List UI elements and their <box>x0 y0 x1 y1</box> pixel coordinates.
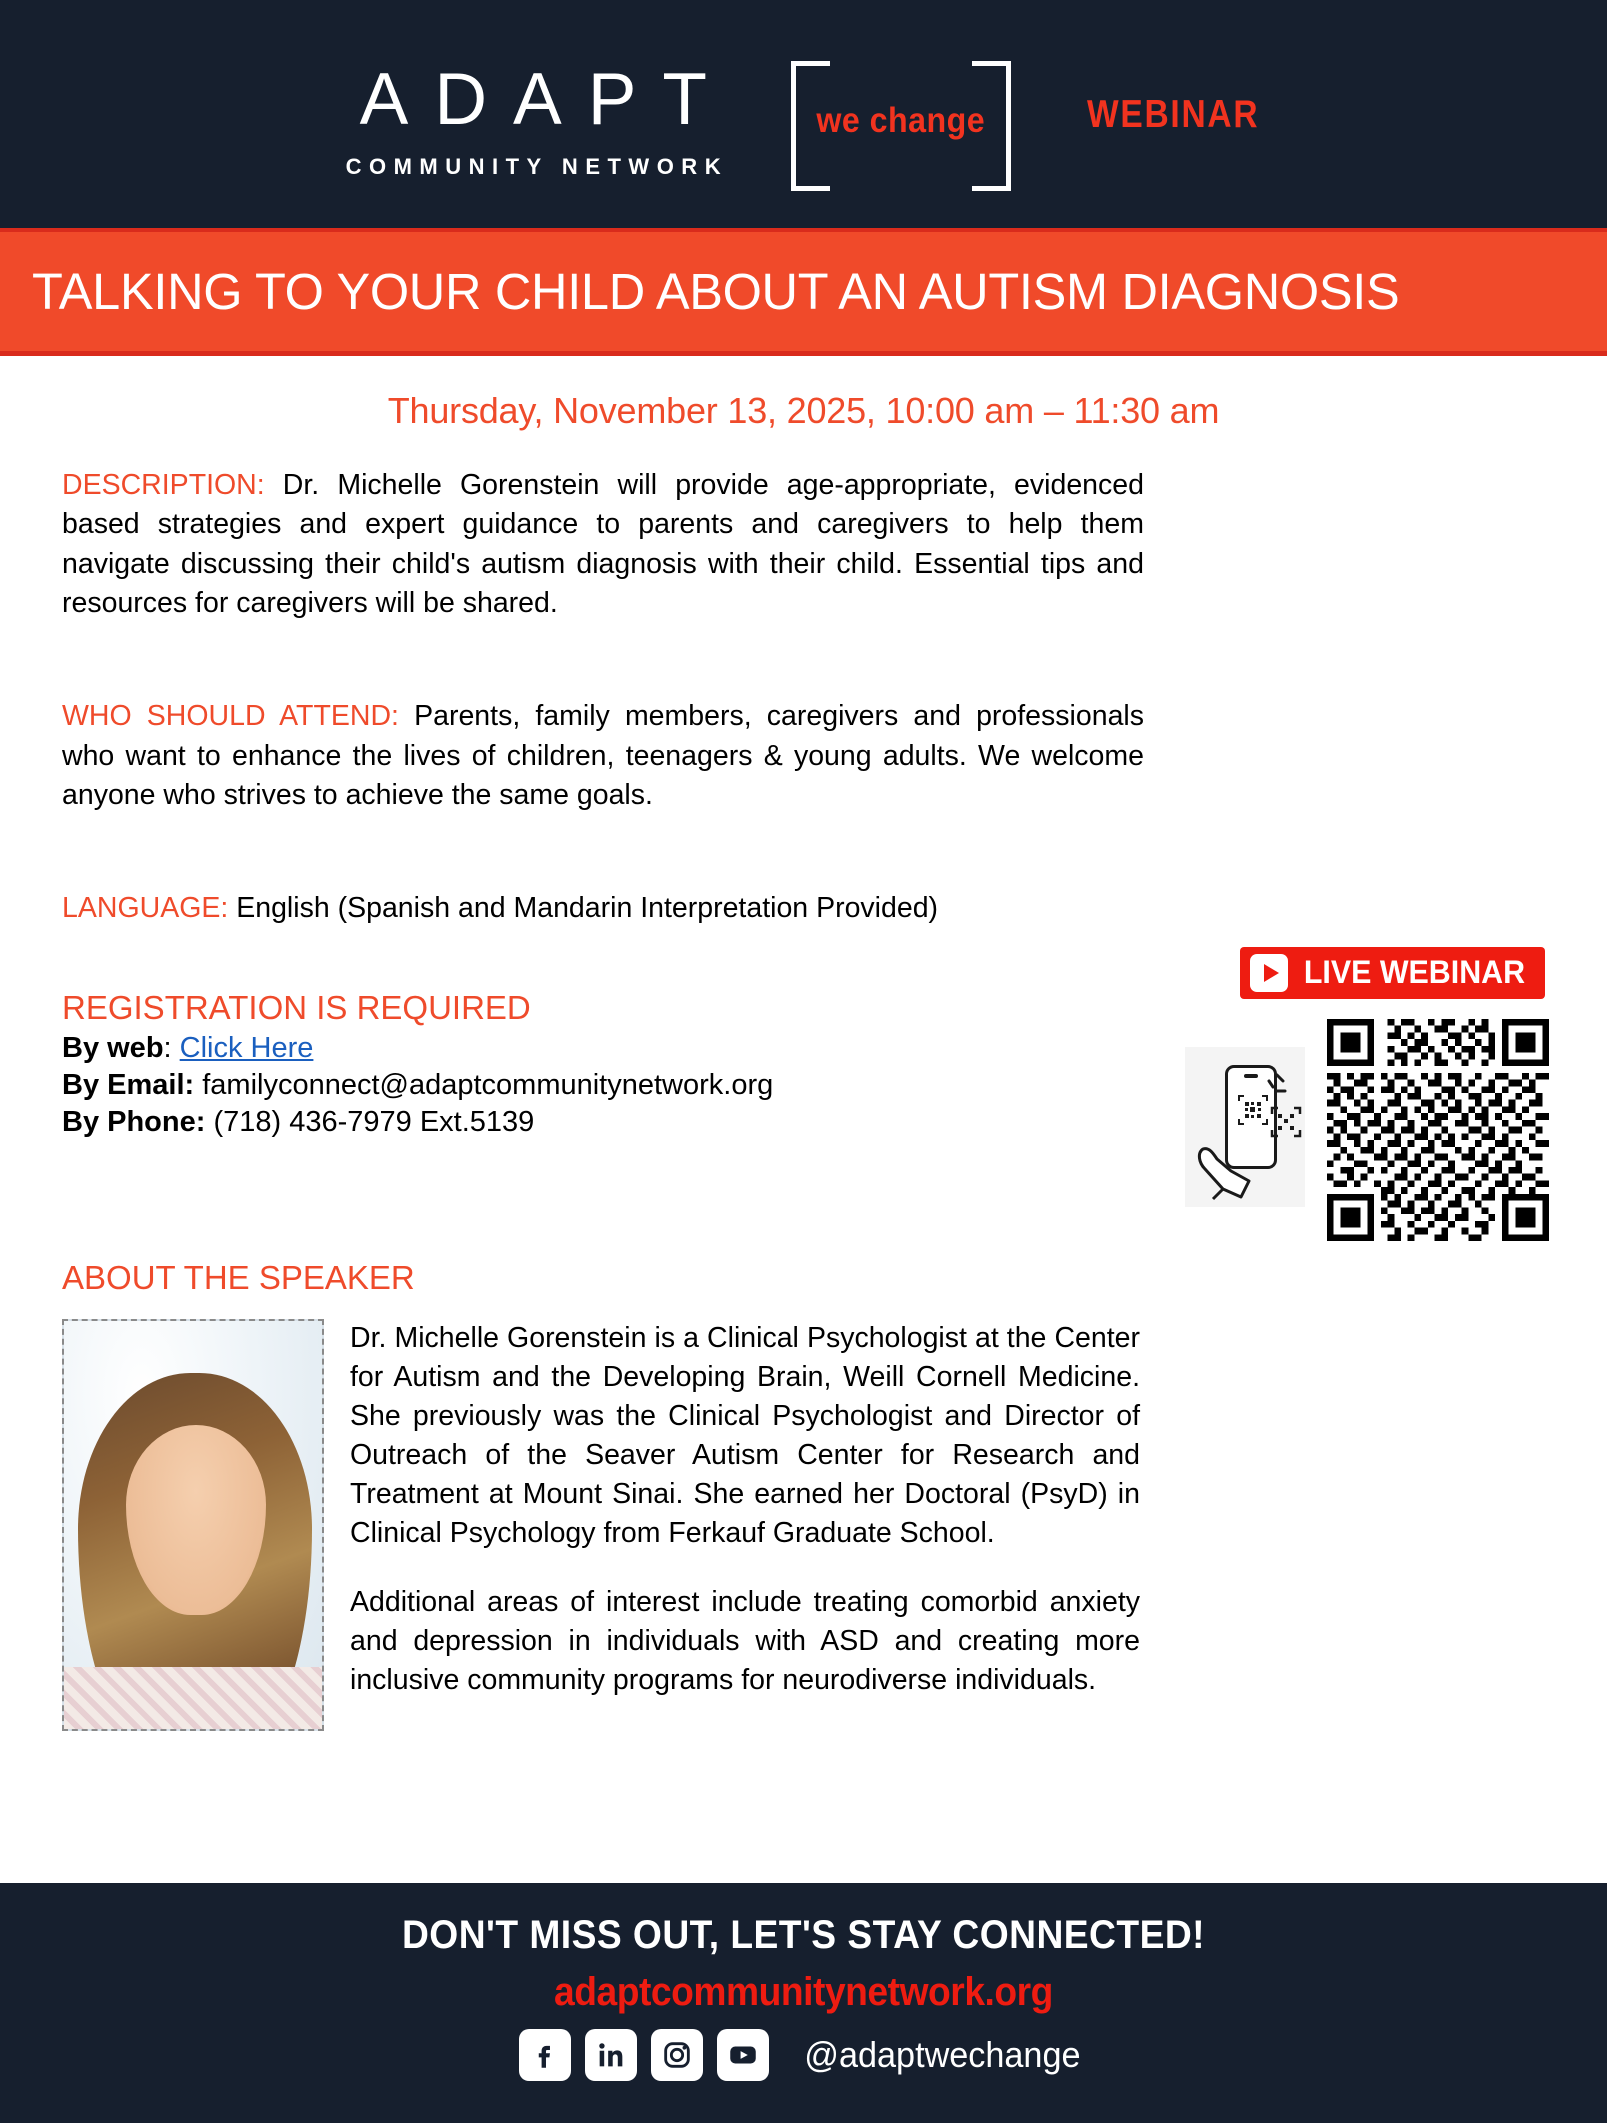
adapt-logo <box>334 58 734 180</box>
speaker-bio-paragraph-1: Dr. Michelle Gorenstein is a Clinical Psychologist at the Center for Autism and the Developing Brain, Weill Cornell Medicine. She previously was the Clinical Psychologist and Director of Outreach of the Seaver Autism Center for Research and Treatment at Mount Sinai. She earned her Doctoral (PsyD) in Clinical Psychology from Ferkauf Graduate School. <box>350 1321 1140 1550</box>
registration-qr-code[interactable] <box>1327 1019 1549 1241</box>
registration-section <box>62 954 1545 1141</box>
main-content <box>0 356 1607 1731</box>
registration-phone-label: By Phone: <box>62 1105 206 1138</box>
registration-title: REGISTRATION IS REQUIRED <box>62 988 531 1026</box>
language-paragraph <box>62 889 1144 928</box>
social-handle: @adaptwechange <box>804 2034 1081 2075</box>
title-banner <box>0 228 1607 356</box>
qr-area <box>1185 1019 1549 1241</box>
linkedin-icon[interactable] <box>585 2029 637 2081</box>
registration-web-label: By web <box>62 1031 164 1064</box>
click-here-link[interactable]: Click Here <box>179 1031 314 1064</box>
brand-lockup <box>334 58 1274 181</box>
page-footer <box>0 1883 1607 2123</box>
webinar-label: WEBINAR <box>1087 93 1260 136</box>
attend-label: WHO SHOULD ATTEND: <box>62 700 399 733</box>
tagline-text: we change <box>816 101 986 140</box>
registration-email-line <box>62 1067 1062 1104</box>
language-text: English (Spanish and Mandarin Interpretation Provided) <box>228 892 939 925</box>
social-links <box>0 2029 1607 2081</box>
youtube-icon[interactable] <box>717 2029 769 2081</box>
footer-website-url[interactable]: adaptcommunitynetwork.org <box>554 1970 1053 2014</box>
speaker-section <box>62 1319 1545 1731</box>
page-title: TALKING TO YOUR CHILD ABOUT AN AUTISM DIAGNOSIS <box>32 263 1400 320</box>
facebook-icon[interactable] <box>519 2029 571 2081</box>
attend-text: Parents, family members, caregivers and professionals who want to enhance the lives of children, teenagers & young adults. We welcome anyone who strives to achieve the same goals. <box>62 700 1145 811</box>
language-label: LANGUAGE: <box>62 892 229 925</box>
footer-cta: DON'T MISS OUT, LET'S STAY CONNECTED! <box>401 1913 1206 1957</box>
instagram-icon[interactable] <box>651 2029 703 2081</box>
speaker-bio-paragraph-2: Additional areas of interest include treating comorbid anxiety and depression in individuals with ASD and creating more inclusive community programs for neurodiverse individuals. <box>350 1586 1140 1697</box>
registration-email-label: By Email: <box>62 1068 195 1101</box>
description-text: Dr. Michelle Gorenstein will provide age-appropriate, evidenced based strategies and expert guidance to parents and caregivers to help them navigate discussing their child's autism diagnosis with their child. Essential tips and resources for caregivers will be shared. <box>62 469 1144 619</box>
speaker-bio <box>350 1319 1140 1731</box>
registration-phone-line <box>62 1104 1062 1141</box>
registration-phone-value: (718) 436-7979 Ext.5139 <box>205 1105 535 1138</box>
description-paragraph <box>62 466 1144 623</box>
qr-bracket-icon <box>1269 1105 1303 1139</box>
adapt-wordmark: ADAPT <box>359 58 734 140</box>
page-header <box>0 0 1607 228</box>
registration-details <box>62 989 1062 1141</box>
speaker-photo <box>62 1319 324 1731</box>
scan-sparkle-icon <box>1267 1073 1301 1107</box>
play-icon <box>1250 954 1288 992</box>
attend-paragraph <box>62 697 1144 815</box>
registration-email-value[interactable]: familyconnect@adaptcommunitynetwork.org <box>194 1068 774 1101</box>
adapt-subtitle: COMMUNITY NETWORK <box>345 153 729 179</box>
speaker-heading: ABOUT THE SPEAKER <box>62 1258 415 1296</box>
web-separator: : <box>163 1031 180 1064</box>
hand-icon <box>1193 1119 1265 1201</box>
registration-web-line <box>62 1030 1062 1067</box>
live-webinar-badge <box>1240 947 1545 999</box>
scan-phone-icon <box>1185 1047 1305 1207</box>
live-webinar-text: LIVE WEBINAR <box>1303 954 1526 991</box>
tagline-bracket <box>791 61 1011 181</box>
event-datetime: Thursday, November 13, 2025, 10:00 am – 11:30 am <box>387 390 1220 431</box>
description-label: DESCRIPTION: <box>62 469 265 501</box>
